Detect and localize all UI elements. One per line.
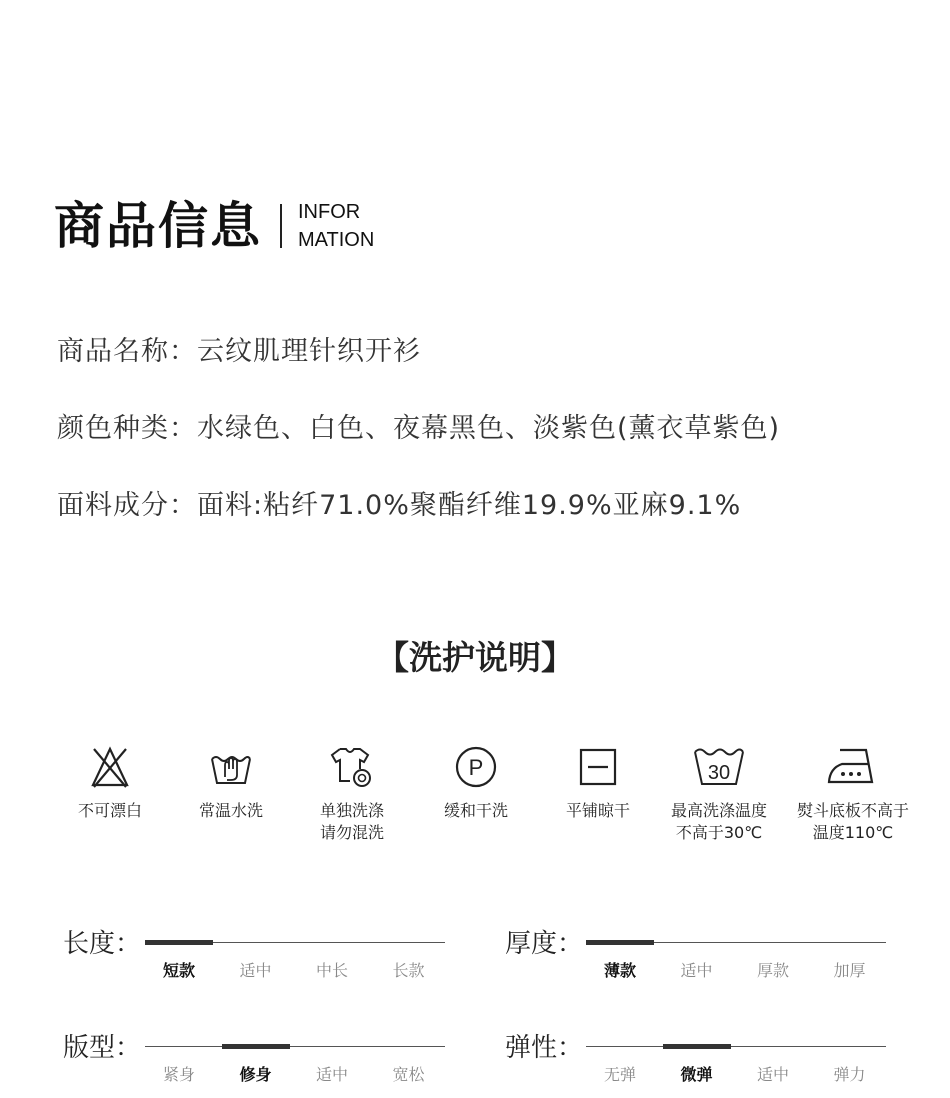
scale-option: 适中 (315, 1065, 348, 1084)
scale-label: 弹性： (505, 1033, 584, 1063)
product-name-value: 云纹肌理针织开衫 (197, 336, 421, 367)
care-label: 缓和干洗 (443, 801, 508, 820)
care-label: 平铺晾干 (565, 801, 630, 820)
care-label: 不可漂白 (77, 801, 142, 820)
scale-option: 短款 (162, 961, 195, 980)
care-title: 【洗护说明】 (376, 638, 574, 677)
scale-label: 版型： (63, 1033, 142, 1063)
scale-label: 厚度： (505, 929, 584, 959)
care-item-wash-30 (657, 744, 781, 844)
care-label: 最高洗涤温度 不高于30℃ (670, 801, 767, 842)
care-label: 熨斗底板不高于 温度110℃ (796, 801, 909, 842)
scale-selected-marker (145, 940, 213, 945)
scale-selected-marker (586, 940, 654, 945)
section-title: 商品信息 (54, 197, 262, 255)
scale-option: 中长 (315, 961, 348, 980)
scale-option: 适中 (680, 961, 713, 980)
scale-option: 无弹 (603, 1065, 636, 1084)
scale-selected-marker (222, 1044, 290, 1049)
color-row (57, 411, 780, 447)
scale-option: 长款 (392, 961, 425, 980)
product-name-row (57, 334, 421, 370)
title-en-line-1: INFOR (298, 201, 361, 223)
color-label: 颜色种类： (57, 413, 197, 444)
dry-clean-p-icon (414, 744, 538, 790)
iron-icon (788, 744, 918, 790)
care-label: 常温水洗 (198, 801, 263, 820)
section-title-en (298, 198, 374, 254)
care-label: 单独洗涤 请勿混洗 (319, 801, 384, 842)
dry-flat-icon (536, 744, 660, 790)
care-item-no-bleach (48, 744, 172, 822)
product-name-label: 商品名称： (57, 336, 197, 367)
scale-option: 厚款 (756, 961, 789, 980)
svg-text:P: P (468, 755, 484, 780)
scale-track (145, 1046, 445, 1047)
scale-option: 适中 (239, 961, 272, 980)
scale-option: 修身 (239, 1065, 272, 1084)
scale-option: 加厚 (833, 961, 866, 980)
scale-option: 微弹 (680, 1065, 713, 1084)
title-en-line-2: MATION (298, 229, 375, 251)
scale-label: 长度： (63, 929, 142, 959)
title-divider (280, 204, 282, 248)
scale-selected-marker (663, 1044, 731, 1049)
scale-option: 适中 (756, 1065, 789, 1084)
hand-wash-icon (169, 744, 293, 790)
care-item-hand-wash (169, 744, 293, 822)
care-item-iron (788, 744, 918, 844)
wash-30-icon (657, 744, 781, 790)
no-bleach-icon (48, 744, 172, 790)
scale-track (145, 942, 445, 943)
care-item-wash-separately (290, 744, 414, 844)
color-value: 水绿色、白色、夜幕黑色、淡紫色(薰衣草紫色) (197, 413, 781, 444)
fabric-row (57, 488, 741, 524)
scale-option: 紧身 (162, 1065, 195, 1084)
wash-temp-value: 30 (707, 762, 731, 784)
care-item-dry-flat (536, 744, 660, 822)
wash-separately-icon (290, 744, 414, 790)
scale-option: 弹力 (833, 1065, 866, 1084)
fabric-value: 面料:粘纤71.0%聚酯纤维19.9%亚麻9.1% (197, 490, 742, 521)
scale-option: 薄款 (603, 961, 636, 980)
fabric-label: 面料成分： (57, 490, 197, 521)
scale-track (586, 1046, 886, 1047)
scale-track (586, 942, 886, 943)
care-item-dry-clean (414, 744, 538, 822)
scale-option: 宽松 (392, 1065, 425, 1084)
